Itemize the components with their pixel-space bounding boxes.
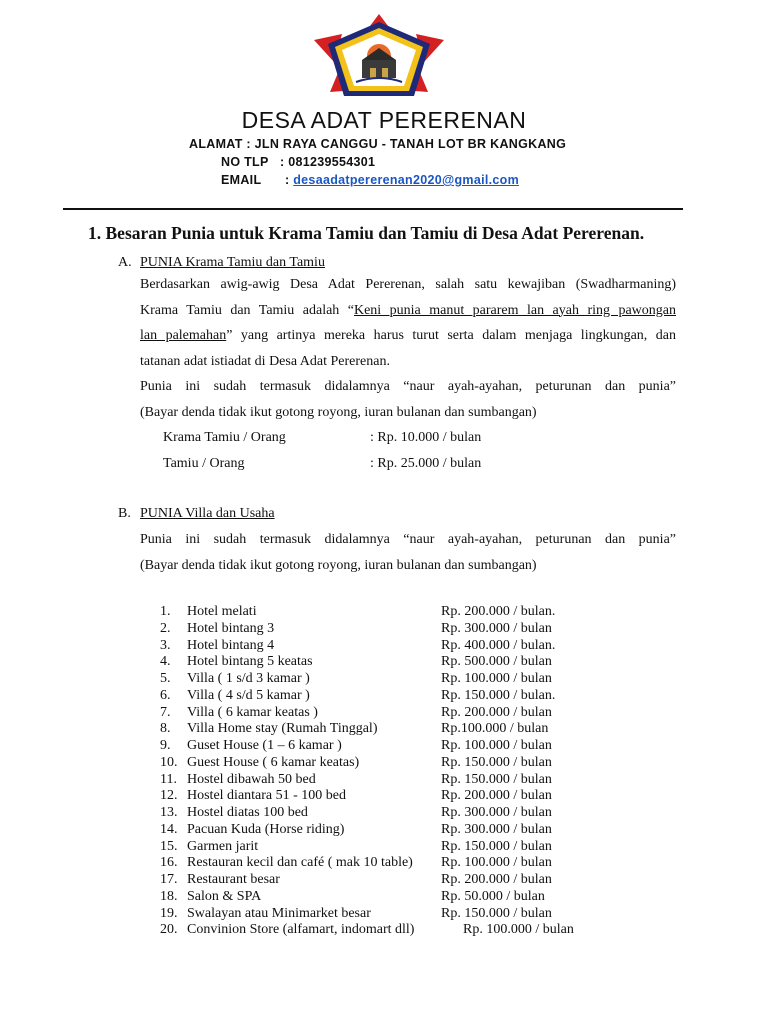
- para-line: Punia ini sudah termasuk didalamnya “naur ayah-ayahan, peturunan dan punia”: [140, 532, 676, 547]
- list-item-name: Hostel dibawah 50 bed: [187, 771, 316, 787]
- para-line: tatanan adat istiadat di Desa Adat Pererenan.: [140, 353, 390, 369]
- list-item-number: 5.: [160, 671, 171, 686]
- list-item-name: Hotel melati: [187, 604, 257, 619]
- list-item-name: Convinion Store (alfamart, indomart dll): [187, 922, 415, 938]
- list-item-number: 6.: [160, 687, 171, 703]
- list-item-name: Restaurant besar: [187, 872, 280, 887]
- list-item-number: 11.: [160, 771, 177, 787]
- list-item-price: Rp.100.000 / bulan: [441, 721, 549, 737]
- list-item-name: Garmen jarit: [187, 838, 259, 854]
- rate-value: : Rp. 10.000 / bulan: [370, 430, 482, 445]
- list-item-name: Salon & SPA: [187, 888, 262, 904]
- list-item-name: Villa ( 1 s/d 3 kamar ): [187, 671, 310, 686]
- list-item-name: Hostel diatas 100 bed: [187, 805, 308, 820]
- list-item-price: Rp. 150.000 / bulan: [441, 838, 552, 854]
- list-item-number: 13.: [160, 805, 178, 820]
- list-item-name: Villa Home stay (Rumah Tinggal): [187, 721, 378, 737]
- list-item-price: Rp. 150.000 / bulan: [441, 754, 552, 770]
- list-item-number: 1.: [160, 604, 171, 619]
- list-item-price: Rp. 200.000 / bulan: [441, 704, 552, 720]
- list-item-number: 4.: [160, 654, 171, 670]
- list-item-number: 14.: [160, 821, 178, 837]
- list-item-number: 19.: [160, 905, 178, 921]
- list-item-name: Hotel bintang 4: [187, 637, 275, 653]
- list-item-number: 8.: [160, 721, 171, 737]
- list-item-price: Rp. 300.000 / bulan: [441, 805, 552, 820]
- part-b-heading: [118, 506, 418, 526]
- part-b-letter: B.: [118, 506, 131, 521]
- section-heading: 1. Besaran Punia untuk Krama Tamiu dan Tamiu di Desa Adat Pererenan.: [88, 223, 645, 243]
- list-item-name: Hostel diantara 51 - 100 bed: [187, 788, 347, 804]
- email-separator: :: [285, 173, 294, 187]
- list-item-price: Rp. 150.000 / bulan: [441, 905, 552, 921]
- list-item-number: 3.: [160, 637, 171, 653]
- email-link[interactable]: desaadatpererenan2020@gmail.com: [293, 173, 520, 187]
- address-line: ALAMAT : JLN RAYA CANGGU - TANAH LOT BR KANGKANG: [189, 137, 567, 151]
- list-item-name: Guest House ( 6 kamar keatas): [187, 754, 360, 770]
- phone-line: [221, 155, 375, 169]
- list-item-name: Pacuan Kuda (Horse riding): [187, 821, 345, 837]
- village-emblem-logo: [312, 12, 446, 104]
- list-item-number: 9.: [160, 738, 171, 753]
- list-item-name: Restauran kecil dan café ( mak 10 table): [187, 855, 413, 871]
- list-item-price: Rp. 100.000 / bulan: [441, 855, 552, 871]
- rate-label: Krama Tamiu / Orang: [163, 430, 286, 445]
- part-a-letter: A.: [118, 255, 132, 270]
- list-item-name: Swalayan atau Minimarket besar: [187, 905, 371, 921]
- part-b-title: PUNIA Villa dan Usaha: [140, 506, 275, 521]
- list-item-name: Villa ( 4 s/d 5 kamar ): [187, 687, 310, 703]
- list-item-price: Rp. 500.000 / bulan: [441, 654, 552, 670]
- phone-value: : 081239554301: [280, 155, 376, 169]
- quoted-phrase: Keni punia manut pararem lan ayah ring pawongan: [353, 302, 676, 318]
- list-item-name: Hotel bintang 5 keatas: [187, 654, 313, 670]
- email-line: [221, 173, 519, 187]
- list-item-price: Rp. 100.000 / bulan: [441, 671, 552, 686]
- rate-value: : Rp. 25.000 / bulan: [370, 456, 482, 471]
- list-item-price: Rp. 150.000 / bulan: [441, 771, 552, 787]
- list-item-price: Rp. 200.000 / bulan.: [441, 604, 556, 619]
- part-a-paragraph-1: [140, 272, 676, 425]
- list-item-number: 10.: [160, 754, 178, 770]
- part-a-title: PUNIA Krama Tamiu dan Tamiu: [140, 255, 325, 270]
- quoted-phrase-end: lan palemahan: [140, 328, 227, 343]
- page-title: DESA ADAT PERERENAN: [241, 107, 527, 133]
- list-item-price: Rp. 400.000 / bulan.: [441, 637, 556, 653]
- list-item-number: 20.: [160, 922, 178, 938]
- para-line: Krama Tamiu dan Tamiu adalah “Keni punia manut pararem lan ayah ring pawongan: [140, 302, 676, 318]
- phone-label: NO TLP: [221, 155, 269, 169]
- para-line: Punia ini sudah termasuk didalamnya “naur ayah-ayahan, peturunan dan punia”: [140, 379, 676, 394]
- rate-label: Tamiu / Orang: [163, 456, 245, 471]
- list-item-price: Rp. 300.000 / bulan: [441, 821, 552, 837]
- list-item-number: 17.: [160, 872, 178, 887]
- para-line: lan palemahan” yang artinya mereka harus turut serta dalam menjaga lingkungan, dan: [140, 328, 676, 343]
- para-line: Berdasarkan awig-awig Desa Adat Pererenan, salah satu kewajiban (Swadharmaning): [140, 277, 676, 292]
- list-item-number: 2.: [160, 620, 171, 636]
- list-item-price: Rp. 200.000 / bulan: [441, 788, 552, 804]
- para-line: (Bayar denda tidak ikut gotong royong, iuran bulanan dan sumbangan): [140, 557, 537, 573]
- list-item-number: 7.: [160, 704, 171, 720]
- list-item-number: 15.: [160, 838, 178, 854]
- list-item-number: 16.: [160, 855, 178, 871]
- list-item-price: Rp. 300.000 / bulan: [441, 620, 552, 636]
- list-item-name: Hotel bintang 3: [187, 620, 275, 636]
- para-line: (Bayar denda tidak ikut gotong royong, iuran bulanan dan sumbangan): [140, 404, 537, 420]
- header-divider: [63, 208, 683, 210]
- list-item-name: Villa ( 6 kamar keatas ): [187, 704, 318, 720]
- list-item-price: Rp. 150.000 / bulan.: [441, 687, 556, 703]
- email-label: EMAIL: [221, 173, 262, 187]
- list-item-price: Rp. 50.000 / bulan: [441, 888, 545, 904]
- list-item-price: Rp. 100.000 / bulan: [441, 738, 552, 753]
- list-item-price: Rp. 200.000 / bulan: [441, 872, 552, 887]
- list-item-number: 12.: [160, 788, 178, 804]
- list-item-price: Rp. 100.000 / bulan: [463, 922, 574, 938]
- list-item-name: Guset House (1 – 6 kamar ): [187, 738, 342, 753]
- list-item-number: 18.: [160, 888, 178, 904]
- part-b-paragraph: [140, 527, 676, 578]
